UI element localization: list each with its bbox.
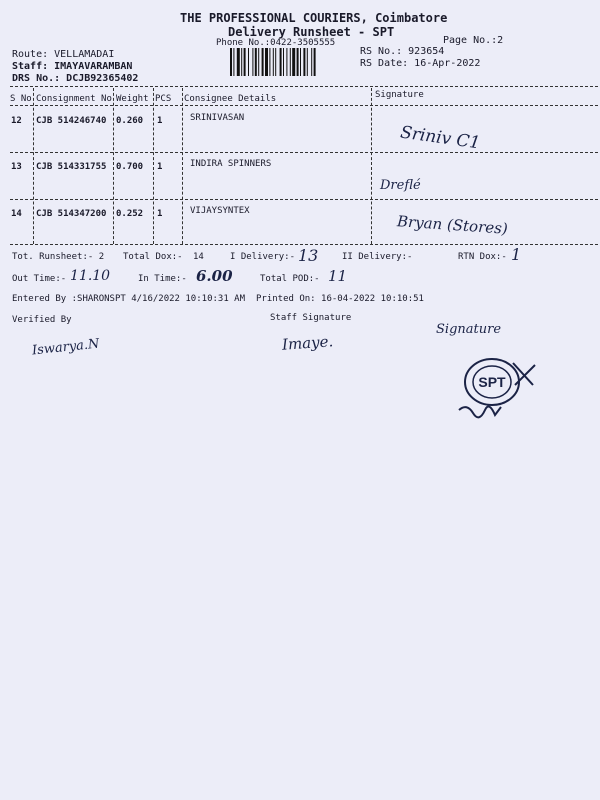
row-weight: 0.252 <box>116 209 144 219</box>
row-consignee: VIJAYSYNTEX <box>190 206 250 216</box>
ii-delivery-label: II Delivery:- <box>342 252 413 262</box>
rtn-dox-value: 1 <box>511 245 522 264</box>
row-sno: 13 <box>11 162 22 172</box>
i-delivery-label: I Delivery:- <box>230 252 296 262</box>
company-stamp <box>455 355 545 430</box>
rs-date: RS Date: 16-Apr-2022 <box>360 58 481 69</box>
verified-by-signature: Iswarya.N <box>31 336 101 359</box>
stamp-text: SPT <box>478 374 506 390</box>
in-time-value: 6.00 <box>196 267 233 285</box>
col-header-consignment: Consignment No <box>36 94 112 104</box>
rtn-dox-label: RTN Dox:- <box>458 252 507 262</box>
total-dox-label: Total Dox:- <box>123 252 183 262</box>
handwritten-signature-row-12: Sriniv C1 <box>398 122 482 154</box>
staff-name: Staff: IMAYAVARAMBAN <box>12 61 133 72</box>
row-consignment: CJB 514246740 <box>36 116 107 126</box>
out-time-label: Out Time:- <box>12 274 67 284</box>
barcode <box>230 48 340 76</box>
top-right-signature: Signature <box>436 322 502 337</box>
page-number: Page No.:2 <box>443 35 504 46</box>
verified-by-label: Verified By <box>12 315 72 325</box>
in-time-label: In Time:- <box>138 274 187 284</box>
col-header-consignee: Consignee Details <box>184 94 277 104</box>
row-sno: 14 <box>11 209 22 219</box>
row-pcs: 1 <box>157 209 163 219</box>
entered-by: Entered By :SHARONSPT 4/16/2022 10:10:31 AM <box>12 294 245 304</box>
col-header-pcs: PCS <box>155 94 172 104</box>
row-consignee: SRINIVASAN <box>190 113 245 123</box>
rs-number: RS No.: 923654 <box>360 46 445 57</box>
row-consignment: CJB 514331755 <box>36 162 107 172</box>
tot-runsheet: Tot. Runsheet:- 2 <box>12 252 105 262</box>
total-dox-value: 14 <box>193 252 204 262</box>
row-pcs: 1 <box>157 116 163 126</box>
row-pcs: 1 <box>157 162 163 172</box>
row-weight: 0.260 <box>116 116 144 126</box>
phone-number: Phone No.:0422-3505555 <box>216 38 336 48</box>
out-time-value: 11.10 <box>70 268 111 284</box>
handwritten-signature-row-14: Bryan (Stores) <box>396 212 509 238</box>
col-header-sno: S No <box>10 94 32 104</box>
total-pod-label: Total POD:- <box>260 274 320 284</box>
document-title: Delivery Runsheet - SPT <box>228 25 395 39</box>
total-pod-value: 11 <box>328 267 348 285</box>
col-header-signature: Signature <box>375 90 424 100</box>
handwritten-signature-row-13: Dreflé <box>380 178 421 193</box>
row-weight: 0.700 <box>116 162 144 172</box>
staff-signature: Imaye. <box>281 332 334 354</box>
i-delivery-value: 13 <box>298 246 319 265</box>
row-consignee: INDIRA SPINNERS <box>190 159 272 169</box>
drs-number: DRS No.: DCJB92365402 <box>12 73 139 84</box>
row-consignment: CJB 514347200 <box>36 209 107 219</box>
staff-signature-label: Staff Signature <box>270 313 352 323</box>
company-name: THE PROFESSIONAL COURIERS, Coimbatore <box>180 11 448 25</box>
printed-on: Printed On: 16-04-2022 10:10:51 <box>256 294 424 304</box>
row-sno: 12 <box>11 116 22 126</box>
col-header-weight: Weight <box>116 94 149 104</box>
route: Route: VELLAMADAI <box>12 49 115 60</box>
